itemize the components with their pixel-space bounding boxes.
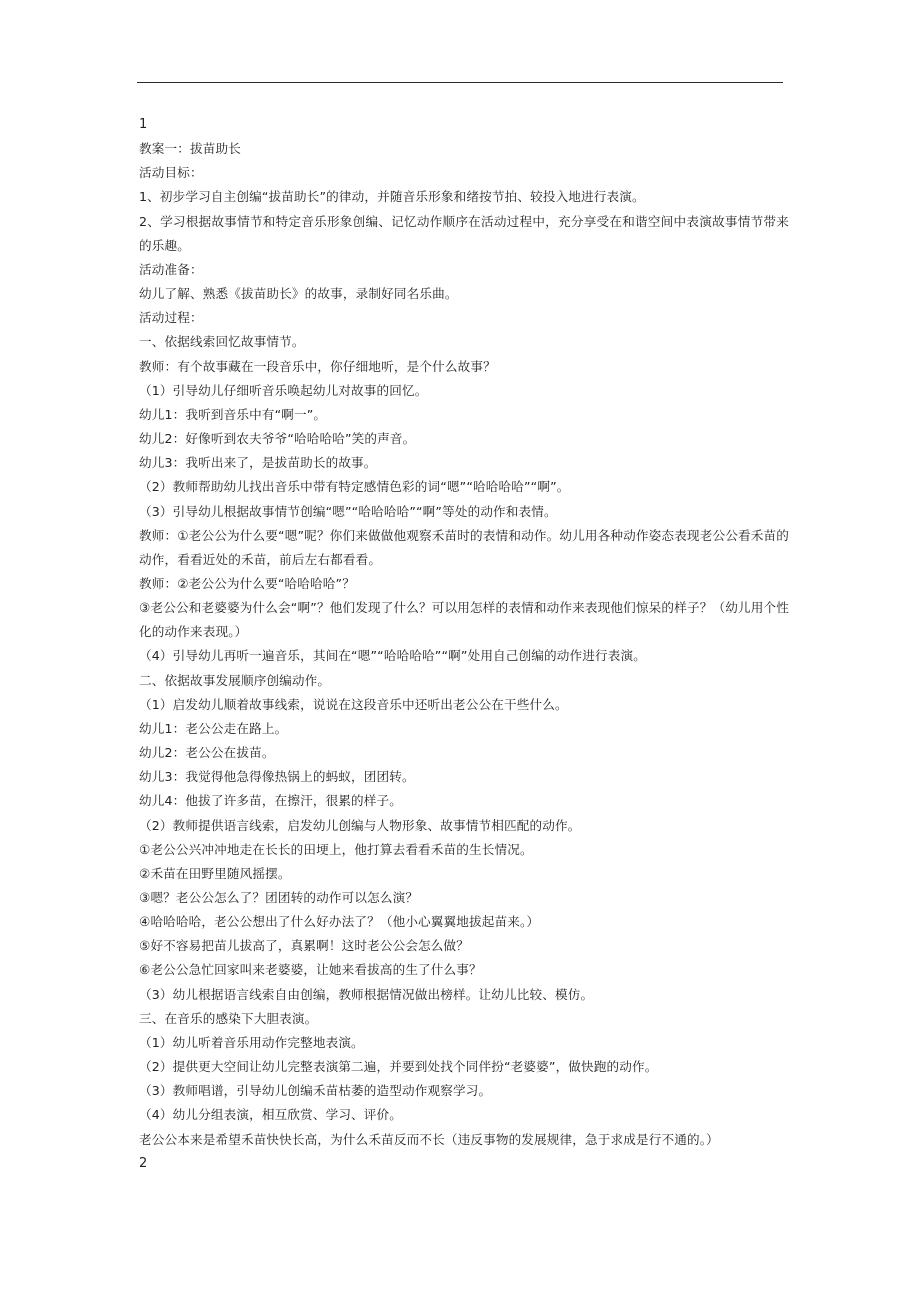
process-part-3-heading: 三、在音乐的感染下大胆表演。 [139, 1010, 318, 1026]
paragraph: （2）提供更大空间让幼儿完整表演第二遍，并要到处找个同伴扮“老婆婆”，做快跑的动作。 [139, 1059, 658, 1075]
paragraph: （3）教师唱谱，引导幼儿创编禾苗枯萎的造型动作观察学习。 [139, 1083, 492, 1099]
paragraph: 教师：有个故事藏在一段音乐中，你仔细地听，是个什么故事？ [139, 358, 496, 374]
section-heading-goals: 活动目标： [139, 165, 203, 181]
paragraph: 幼儿4：他拔了许多苗，在擦汗，很累的样子。 [139, 793, 403, 809]
paragraph: ③老公公和老婆婆为什么会“啊”？他们发现了什么？可以用怎样的表情和动作来表现他们惊呆的样子？（幼儿用个性化的动作来表现。） [139, 600, 789, 640]
paragraph: （3）幼儿根据语言线索自由创编，教师根据情况做出榜样。让幼儿比较、模仿。 [139, 986, 594, 1002]
header-rule [137, 82, 783, 83]
process-part-1-heading: 一、依据线索回忆故事情节。 [139, 334, 305, 350]
paragraph: （2）教师提供语言线索，启发幼儿创编与人物形象、故事情节相匹配的动作。 [139, 817, 581, 833]
paragraph: ④哈哈哈哈，老公公想出了什么好办法了？（他小心翼翼地拔起苗来。） [139, 914, 540, 930]
paragraph: （1）引导幼儿仔细听音乐唤起幼儿对故事的回忆。 [139, 382, 428, 398]
paragraph: ⑤好不容易把苗儿拔高了，真累啊！这时老公公会怎么做？ [139, 938, 470, 954]
paragraph: 老公公本来是希望禾苗快快长高，为什么禾苗反而不长（违反事物的发展规律，急于求成是行不通的。） [139, 1131, 719, 1147]
paragraph: 幼儿3：我觉得他急得像热锅上的蚂蚁，团团转。 [139, 769, 415, 785]
lesson-title: 教案一：拔苗助长 [139, 141, 241, 157]
paragraph: 幼儿1：我听到音乐中有“啊一”。 [139, 406, 327, 422]
process-part-2-heading: 二、依据故事发展顺序创编动作。 [139, 672, 331, 688]
paragraph: （2）教师帮助幼儿找出音乐中带有特定感情色彩的词“嗯”“哈哈哈哈”“啊”。 [139, 479, 570, 495]
section-heading-process: 活动过程： [139, 310, 203, 326]
document-body [139, 113, 789, 1176]
paragraph: ⑥老公公急忙回家叫来老婆婆，让她来看拔高的生了什么事？ [139, 962, 482, 978]
page-number-2: 2 [139, 1155, 148, 1171]
paragraph: 教师：②老公公为什么要“哈哈哈哈”？ [139, 575, 355, 591]
paragraph: 幼儿1：老公公走在路上。 [139, 720, 288, 736]
section-heading-preparation: 活动准备： [139, 261, 203, 277]
paragraph: （3）引导幼儿根据故事情节创编“嗯”“哈哈哈哈”“啊”等处的动作和表情。 [139, 503, 557, 519]
paragraph: （1）启发幼儿顺着故事线索，说说在这段音乐中还听出老公公在干些什么。 [139, 696, 568, 712]
paragraph: ③嗯？老公公怎么了？团团转的动作可以怎么演？ [139, 890, 419, 905]
goal-2: 2、学习根据故事情节和特定音乐形象创编、记忆动作顺序在活动过程中，充分享受在和谐空间中表演故事情节带来的乐趣。 [139, 213, 789, 253]
goal-1: 1、初步学习自主创编“拔苗助长”的律动，并随音乐形象和绪按节拍、较投入地进行表演。 [139, 189, 645, 205]
paragraph: 幼儿2：老公公在拔苗。 [139, 745, 275, 761]
paragraph: ①老公公兴冲冲地走在长长的田埂上，他打算去看看禾苗的生长情况。 [139, 841, 533, 857]
paragraph: 幼儿2：好像听到农夫爷爷“哈哈哈哈”笑的声音。 [139, 431, 416, 447]
paragraph: ②禾苗在田野里随风摇摆。 [139, 865, 291, 881]
paragraph: 幼儿3：我听出来了，是拔苗助长的故事。 [139, 455, 377, 471]
paragraph: （1）幼儿听着音乐用动作完整地表演。 [139, 1034, 364, 1050]
paragraph: 教师：①老公公为什么要“嗯”呢？你们来做做他观察禾苗时的表情和动作。幼儿用各种动作姿态表现老公公看禾苗的动作，看看近处的禾苗，前后左右都看看。 [139, 527, 789, 567]
page-number-1: 1 [139, 117, 148, 132]
paragraph: （4）引导幼儿再听一遍音乐，其间在“嗯”“哈哈哈哈”“啊”处用自己创编的动作进行表演。 [139, 648, 646, 664]
paragraph: （4）幼儿分组表演，相互欣赏、学习、评价。 [139, 1107, 403, 1123]
preparation-text: 幼儿了解、熟悉《拔苗助长》的故事，录制好同名乐曲。 [139, 286, 458, 302]
